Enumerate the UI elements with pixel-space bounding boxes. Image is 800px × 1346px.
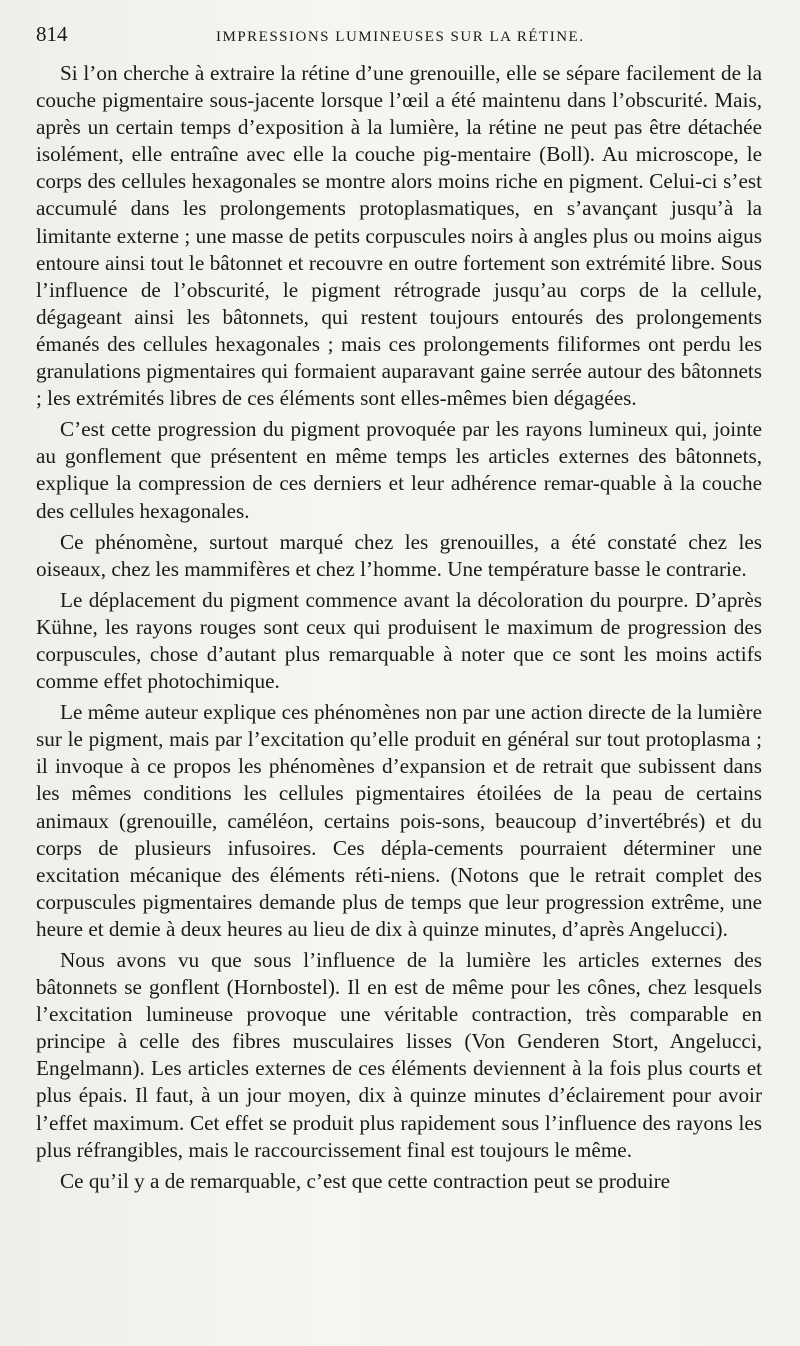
body-text <box>36 60 762 1195</box>
paragraph-7: Ce qu’il y a de remarquable, c’est que cette contraction peut se produire <box>60 1168 671 1193</box>
paragraph-4: Le déplacement du pigment commence avant la décoloration du pourpre. D’après Kühne, les rayons rouges sont ceux qui produisent le maximum de progression des corpuscules, chose d’autant plus remarquable à noter que ce sont les moins actifs comme effet photochimique. <box>36 587 762 694</box>
running-head <box>36 22 762 56</box>
page-number: 814 <box>36 22 68 46</box>
paragraph-3: Ce phénomène, surtout marqué chez les grenouilles, a été constaté chez les oiseaux, chez les mammifères et chez l’homme. Une température basse le contrarie. <box>36 529 762 581</box>
running-title: IMPRESSIONS LUMINEUSES SUR LA RÉTINE. <box>216 29 585 45</box>
paragraph-5: Le même auteur explique ces phénomènes non par une action directe de la lumière sur le pigment, mais par l’excitation qu’elle produit en général sur tout protoplasma ; il invoque à ce propos les phénomènes d’expansion et de retrait que subissent dans les mêmes conditions les cellules pigmentaires étoilées de la peau de certains animaux (grenouille, caméléon, certains pois-sons, beaucoup d’invertébrés) et du corps de plusieurs infusoires. Ces dépla-cements pourraient déterminer une excitation mécanique des éléments réti-niens. (Notons que le retrait complet des corpuscules pigmentaires demande plus de temps que leur progression extrême, une heure et demie à deux heures au lieu de dix à quinze minutes, d’après Angelucci). <box>36 700 762 941</box>
paragraph-2: C’est cette progression du pigment provoquée par les rayons lumineux qui, jointe au gonflement que présentent en même temps les articles externes des bâtonnets, explique la compression de ces derniers et leur adhérence remar-quable à la couche des cellules hexagonales. <box>36 417 762 523</box>
paragraph-6: Nous avons vu que sous l’influence de la lumière les articles externes des bâtonnets se gonflent (Hornbostel). Il en est de même pour les cônes, chez lesquels l’excitation lumineuse provoque une véritable contraction, très comparable en principe à celle des fibres musculaires lisses (Von Genderen Stort, Angelucci, Engelmann). Les articles externes de ces éléments deviennent à la fois plus courts et plus épais. Il faut, à un jour moyen, dix à quinze minutes d’éclairement pour avoir l’effet maximum. Cet effet se produit plus rapidement sous l’influence des rayons les plus réfrangibles, mais le raccourcissement final est toujours le même. <box>36 948 762 1162</box>
paragraph-1: Si l’on cherche à extraire la rétine d’une grenouille, elle se sépare facilement de la couche pigmentaire sous-jacente lorsque l’œil a été maintenu dans l’obscurité. Mais, après un certain temps d’exposition à la lumière, la rétine ne peut pas être détachée isolément, elle entraîne avec elle la couche pig-mentaire (Boll). Au microscope, le corps des cellules hexagonales se montre alors moins riche en pigment. Celui-ci s’est accumulé dans les prolongements protoplasmatiques, en s’avançant jusqu’à la limitante externe ; une masse de petits corpuscules noirs à angles plus ou moins aigus entoure ainsi tout le bâtonnet et recouvre en outre fortement son extrémité libre. Sous l’influence de l’obscurité, le pigment rétrograde jusqu’au corps de la cellule, dégageant ainsi les bâtonnets, qui restent toujours entourés des prolongements émanés des cellules hexagonales ; mais ces prolongements filiformes ont perdu les granulations pigmentaires qui formaient auparavant gaine serrée autour des bâtonnets ; les extrémités libres de ces éléments sont elles-mêmes bien dégagées. <box>36 61 762 411</box>
